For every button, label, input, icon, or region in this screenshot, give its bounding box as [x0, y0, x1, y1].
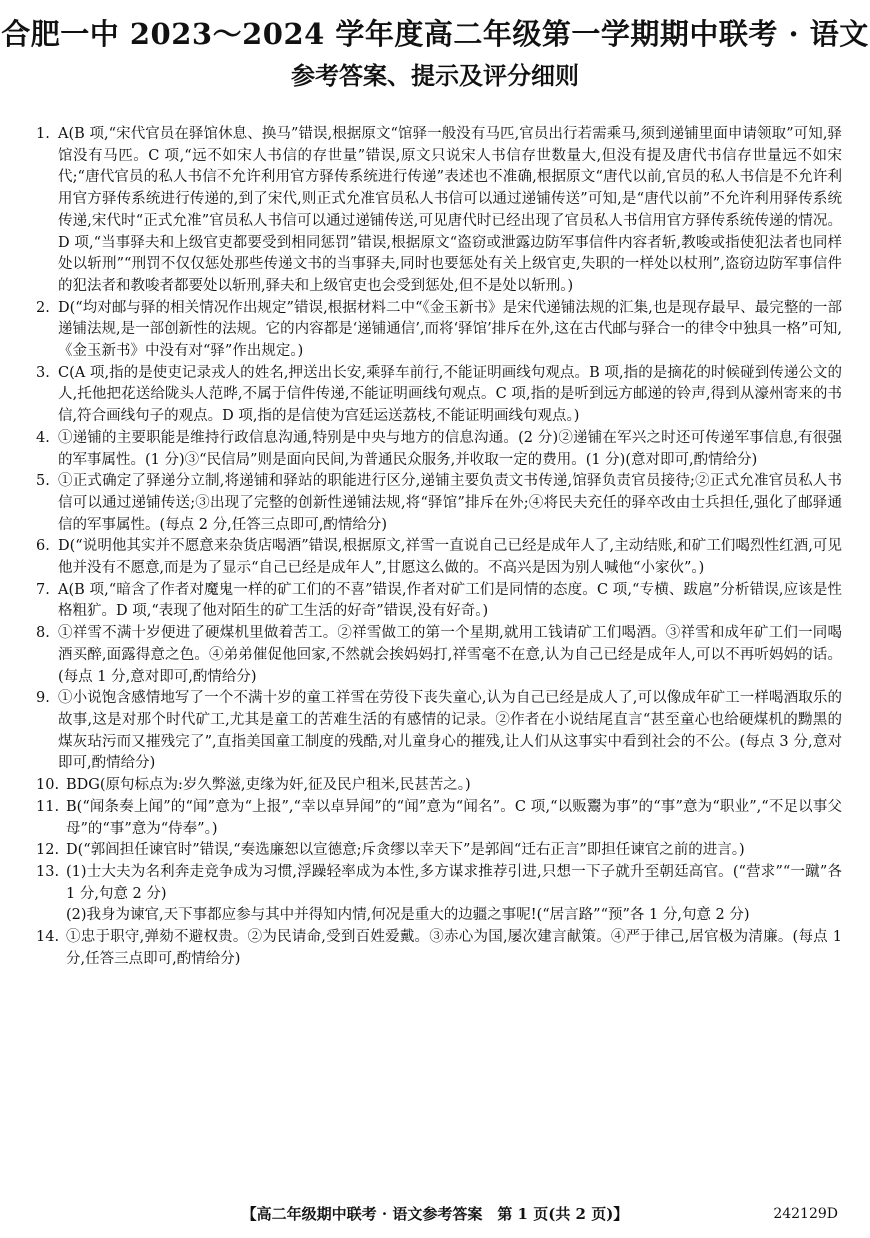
answer-item [36, 688, 842, 775]
answer-item [36, 124, 842, 298]
answer-item [36, 536, 842, 579]
answer-list [36, 124, 842, 970]
answer-text: A(B 项,“宋代官员在驿馆休息、换马”错误,根据原文“馆驿一般没有马匹,官员出行若需乘马,须到递铺里面申请领取”可知,驿馆没有马匹。C 项,“远不如宋人书信的存世量”错误,原文只说宋人书信存世数量大,但没有提及唐代书信存世量远不如宋代;“唐代官员的私人书信不允许利用官方驿传系统进行传递”表述也不准确,根据原文“唐代以前,官员的私人书信是不允许利用官方驿传系统进行传递的,到了宋代,则正式允准官员私人书信可以通过递铺传送”可知,是“唐代以前”不允许利用驿传系统传递,宋代时“正式允准”官员私人书信可以通过递铺传送,可见唐代时已经出现了官员私人书信用官方驿传系统传递的情况。D 项,“当事驿夫和上级官吏都要受到相同惩罚”错误,根据原文“盗窃或泄露边防军事信件内容者斩,教唆或指使犯法者也同样处以斩刑”“刑罚不仅仅惩处那些传递文书的当事驿夫,同时也要惩处有关上级官吏,失职的一样处以杖刑”,盗窃边防军事信件的犯法者和教唆者都要处以斩刑,驿夫和上级官吏也会受到惩处,但不是处以斩刑。) [58, 126, 842, 294]
answer-text: C(A 项,指的是使吏记录戎人的姓名,押送出长安,乘驿车前行,不能证明画线句观点。B 项,指的是摘花的时候碰到传递公文的人,托他把花送给陇头人范晔,不属于信件传递,不能证明画线句观点。C 项,指的是听到远方邮递的铃声,得到从濠州寄来的书信,符合画线句子的观点。D 项,指的是信使为宫廷运送荔枝,不能证明画线句观点。) [58, 364, 842, 425]
page-title: 合肥一中 2023～2024 学年度高二年级第一学期期中联考 · 语文 [1, 17, 869, 51]
answer-text: ①正式确定了驿递分立制,将递铺和驿站的职能进行区分,递铺主要负责文书传递,馆驿负责官员接待;②正式允准官员私人书信可以通过递铺传送;③出现了完整的创新性递铺法规,将“驿馆”排斥在外;④将民夫充任的驿卒改由士兵担任,强化了邮驿通信的军事属性。(每点 2 分,任答三点即可,酌情给分) [58, 473, 842, 533]
answer-text: D(“郭闾担任谏官时”错误,“奏选廉恕以宣德意;斥贪缪以幸天下”是郭闾“迁右正言”即担任谏官之前的进言。) [66, 842, 745, 859]
page-subtitle: 参考答案、提示及评分细则 [291, 61, 579, 90]
page-footer [0, 1202, 870, 1226]
answer-item [36, 797, 842, 840]
answer-item [36, 775, 842, 797]
answer-number: 9. [36, 690, 50, 707]
answer-number: 13. [36, 863, 60, 880]
answer-number: 10. [36, 777, 60, 794]
answer-item [36, 428, 842, 471]
answer-item [36, 298, 842, 363]
answer-text: ①祥雪不满十岁便进了硬煤机里做着苦工。②祥雪做工的第一个星期,就用工钱请矿工们喝酒。③祥雪和成年矿工们一同喝酒买醉,面露得意之色。④弟弟催促他回家,不然就会挨妈妈打,祥雪毫不在意,认为自己已经是成年人,可以不再听妈妈的话。(每点 1 分,意对即可,酌情给分) [58, 625, 842, 685]
answer-text: ①小说饱含感情地写了一个不满十岁的童工祥雪在劳役下丧失童心,认为自己已经是成人了,可以像成年矿工一样喝酒取乐的故事,这是对那个时代矿工,尤其是童工的苦难生活的有感情的记录。②作者在小说结尾直言“甚至童心也给硬煤机的黝黑的煤灰玷污而又摧残完了”,直指美国童工制度的残酷,对儿童身心的摧残,让人们从这事实中看到社会的不公。(每点 3 分,意对即可,酌情给分) [58, 690, 842, 772]
answer-text: ①递铺的主要职能是维持行政信息沟通,特别是中央与地方的信息沟通。(2 分)②递铺在军兴之时还可传递军事信息,有很强的军事属性。(1 分)③“民信局”则是面向民间,为普通民众服务,并收取一定的费用。(1 分)(意对即可,酌情给分) [58, 429, 842, 468]
answer-item [36, 363, 842, 428]
answer-number: 7. [36, 581, 50, 598]
answer-text: D(“说明他其实并不愿意来杂货店喝酒”错误,根据原文,祥雪一直说自己已经是成年人了,主动结账,和矿工们喝烈性红酒,可见他并没有不愿意,而是为了显示“自己已经是成年人”,甘愿这么做的。不高兴是因为别人喊他“小家伙”。) [58, 538, 842, 577]
footer-label: 【高二年级期中联考 · 语文参考答案 第 1 页(共 2 页)】 [241, 1205, 629, 1223]
answer-number: 11. [36, 798, 60, 815]
answer-item [36, 580, 842, 623]
answer-number: 8. [36, 625, 50, 642]
answer-text: BDG(原句标点为:岁久弊滋,吏缘为奸,征及民户租米,民甚苦之。) [66, 777, 471, 794]
answer-text: D(“均对邮与驿的相关情况作出规定”错误,根据材料二中“《金玉新书》是宋代递铺法规的汇集,也是现存最早、最完整的一部递铺法规,是一部创新性的法规。它的内容都是‘递铺通信’,而将‘驿馆’排斥在外,这在古代邮与驿合一的律令中独具一格”可知,《金玉新书》中没有对“驿”作出规定。) [58, 299, 842, 360]
answer-number: 3. [36, 364, 50, 381]
answer-number: 1. [36, 126, 50, 142]
answer-subitem: (1)士大夫为名利奔走竞争成为习惯,浮躁轻率成为本性,多方谋求推荐引进,只想一下子就升至朝廷高官。(“营求”“一蹴”各 1 分,句意 2 分) [66, 863, 842, 902]
answer-number: 6. [36, 538, 50, 555]
answer-number: 2. [36, 299, 50, 316]
answer-item [36, 840, 842, 862]
answer-text: ①忠于职守,弹劾不避权贵。②为民请命,受到百姓爱戴。③赤心为国,屡次建言献策。④严于律己,居官极为清廉。(每点 1 分,任答三点即可,酌情给分) [66, 929, 842, 967]
answer-item [36, 623, 842, 688]
answer-number: 5. [36, 473, 50, 490]
answer-subitem: (2)我身为谏官,天下事都应参与其中并得知内情,何况是重大的边疆之事呢!(“居言路”“预”各 1 分,句意 2 分) [66, 907, 750, 924]
answer-text: A(B 项,“暗含了作者对魔鬼一样的矿工们的不喜”错误,作者对矿工们是同情的态度。C 项,“专横、跋扈”分析错误,应该是性格粗犷。D 项,“表现了他对陌生的矿工生活的好奇”错误,没有好奇。) [58, 581, 842, 620]
footer-code: 242129D [773, 1206, 838, 1222]
answer-text [66, 862, 842, 927]
answer-item [36, 471, 842, 536]
answer-number: 4. [36, 429, 50, 446]
answer-number: 14. [36, 929, 60, 946]
answer-number: 12. [36, 842, 60, 859]
answer-item [36, 927, 842, 970]
answer-item [36, 862, 842, 927]
answer-text: B(“闻条奏上闻”的“闻”意为“上报”,“幸以卓异闻”的“闻”意为“闻名”。C 项,“以贩鬻为事”的“事”意为“职业”,“不足以事父母”的“事”意为“侍奉”。) [66, 798, 842, 837]
